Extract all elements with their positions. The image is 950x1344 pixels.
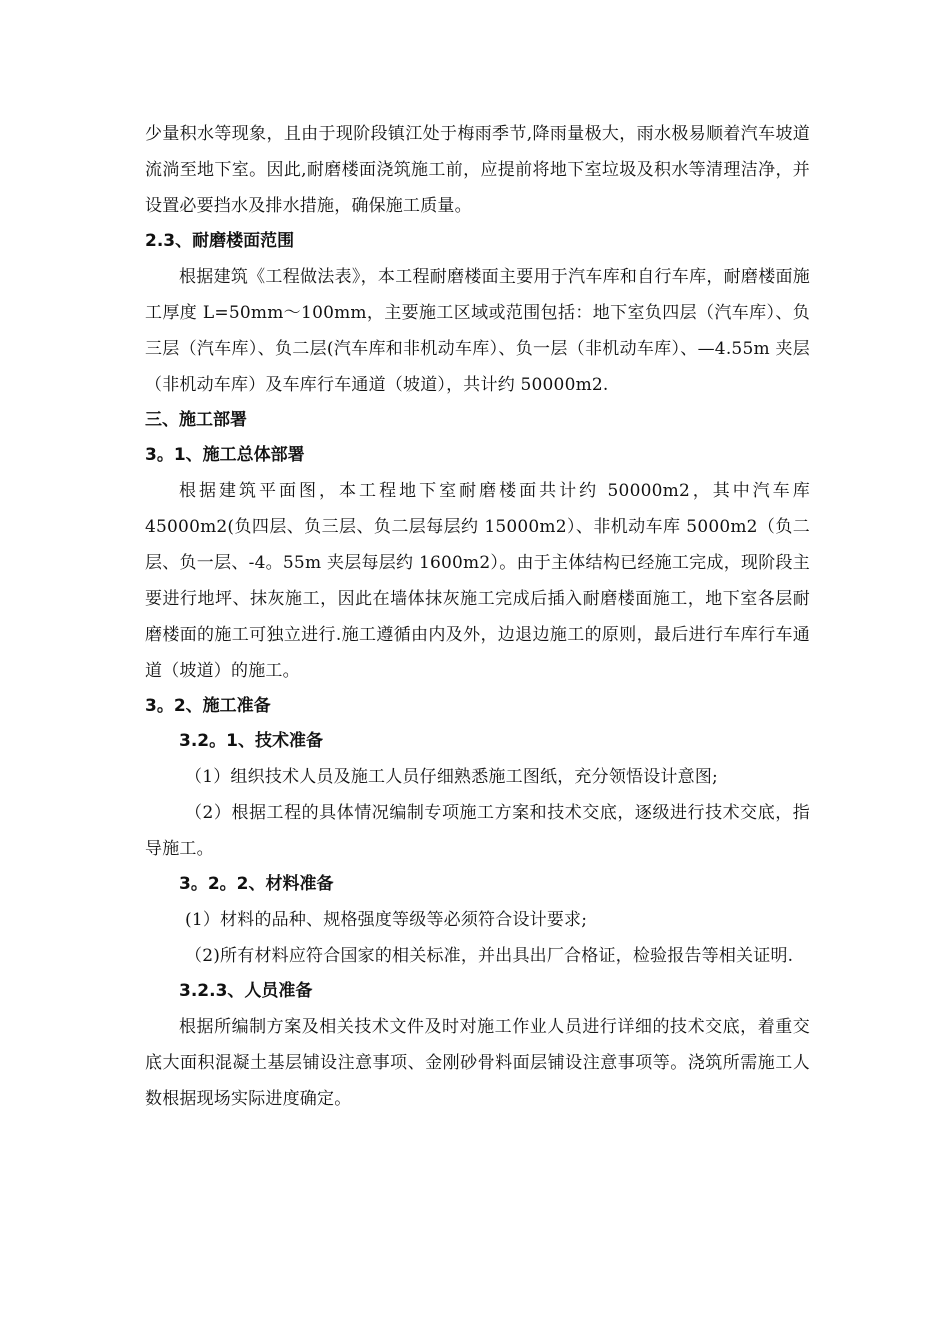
paragraph-continuation: 少量积水等现象，且由于现阶段镇江处于梅雨季节,降雨量极大，雨水极易顺着汽车坡道流淌至地下室。因此,耐磨楼面浇筑施工前，应提前将地下室垃圾及积水等清理洁净，并设置必要挡水及排水措施，确保施工质量。 [145,124,810,216]
list-item-3-2-1-b: （2）根据工程的具体情况编制专项施工方案和技术交底，逐级进行技术交底，指导施工。 [145,803,810,859]
subsection-heading-3-2-1: 3.2。1、技术准备 [179,731,323,751]
chapter-heading-3: 三、施工部署 [145,410,247,430]
paragraph-3-2-3: 根据所编制方案及相关技术文件及时对施工作业人员进行详细的技术交底，着重交底大面积混凝土基层铺设注意事项、金刚砂骨料面层铺设注意事项等。浇筑所需施工人数根据现场实际进度确定。 [145,1017,810,1109]
paragraph-2-3: 根据建筑《工程做法表》，本工程耐磨楼面主要用于汽车库和自行车库，耐磨楼面施工厚度 L=50mm～100mm，主要施工区域或范围包括：地下室负四层（汽车库）、负三层（汽车库）、负二层(汽车库和非机动车库）、负一层（非机动车库）、—4.55m 夹层（非机动车库）及车库行车通道（坡道），共计约 50000m2. [145,267,810,395]
section-heading-3-1: 3。1、施工总体部署 [145,445,305,465]
section-heading-2-3: 2.3、耐磨楼面范围 [145,231,295,251]
document-page [145,116,810,1117]
list-item-3-2-2-b: （2)所有材料应符合国家的相关标准，并出具出厂合格证，检验报告等相关证明. [185,946,794,966]
paragraph-3-1: 根据建筑平面图，本工程地下室耐磨楼面共计约 50000m2，其中汽车库 45000m2(负四层、负三层、负二层每层约 15000m2）、非机动车库 5000m2（负二层、负一层、-4。55m 夹层每层约 1600m2）。由于主体结构已经施工完成，现阶段主要进行地坪、抹灰施工，因此在墙体抹灰施工完成后插入耐磨楼面施工，地下室各层耐磨楼面的施工可独立进行.施工遵循由内及外，边退边施工的原则，最后进行车库行车通道（坡道）的施工。 [145,481,810,681]
list-item-3-2-1-a: （1）组织技术人员及施工人员仔细熟悉施工图纸，充分领悟设计意图; [185,767,718,787]
subsection-heading-3-2-3: 3.2.3、人员准备 [179,981,313,1001]
list-item-3-2-2-a: (1）材料的品种、规格强度等级等必须符合设计要求; [185,910,588,930]
section-heading-3-2: 3。2、施工准备 [145,696,271,716]
subsection-heading-3-2-2: 3。2。2、材料准备 [179,874,334,894]
